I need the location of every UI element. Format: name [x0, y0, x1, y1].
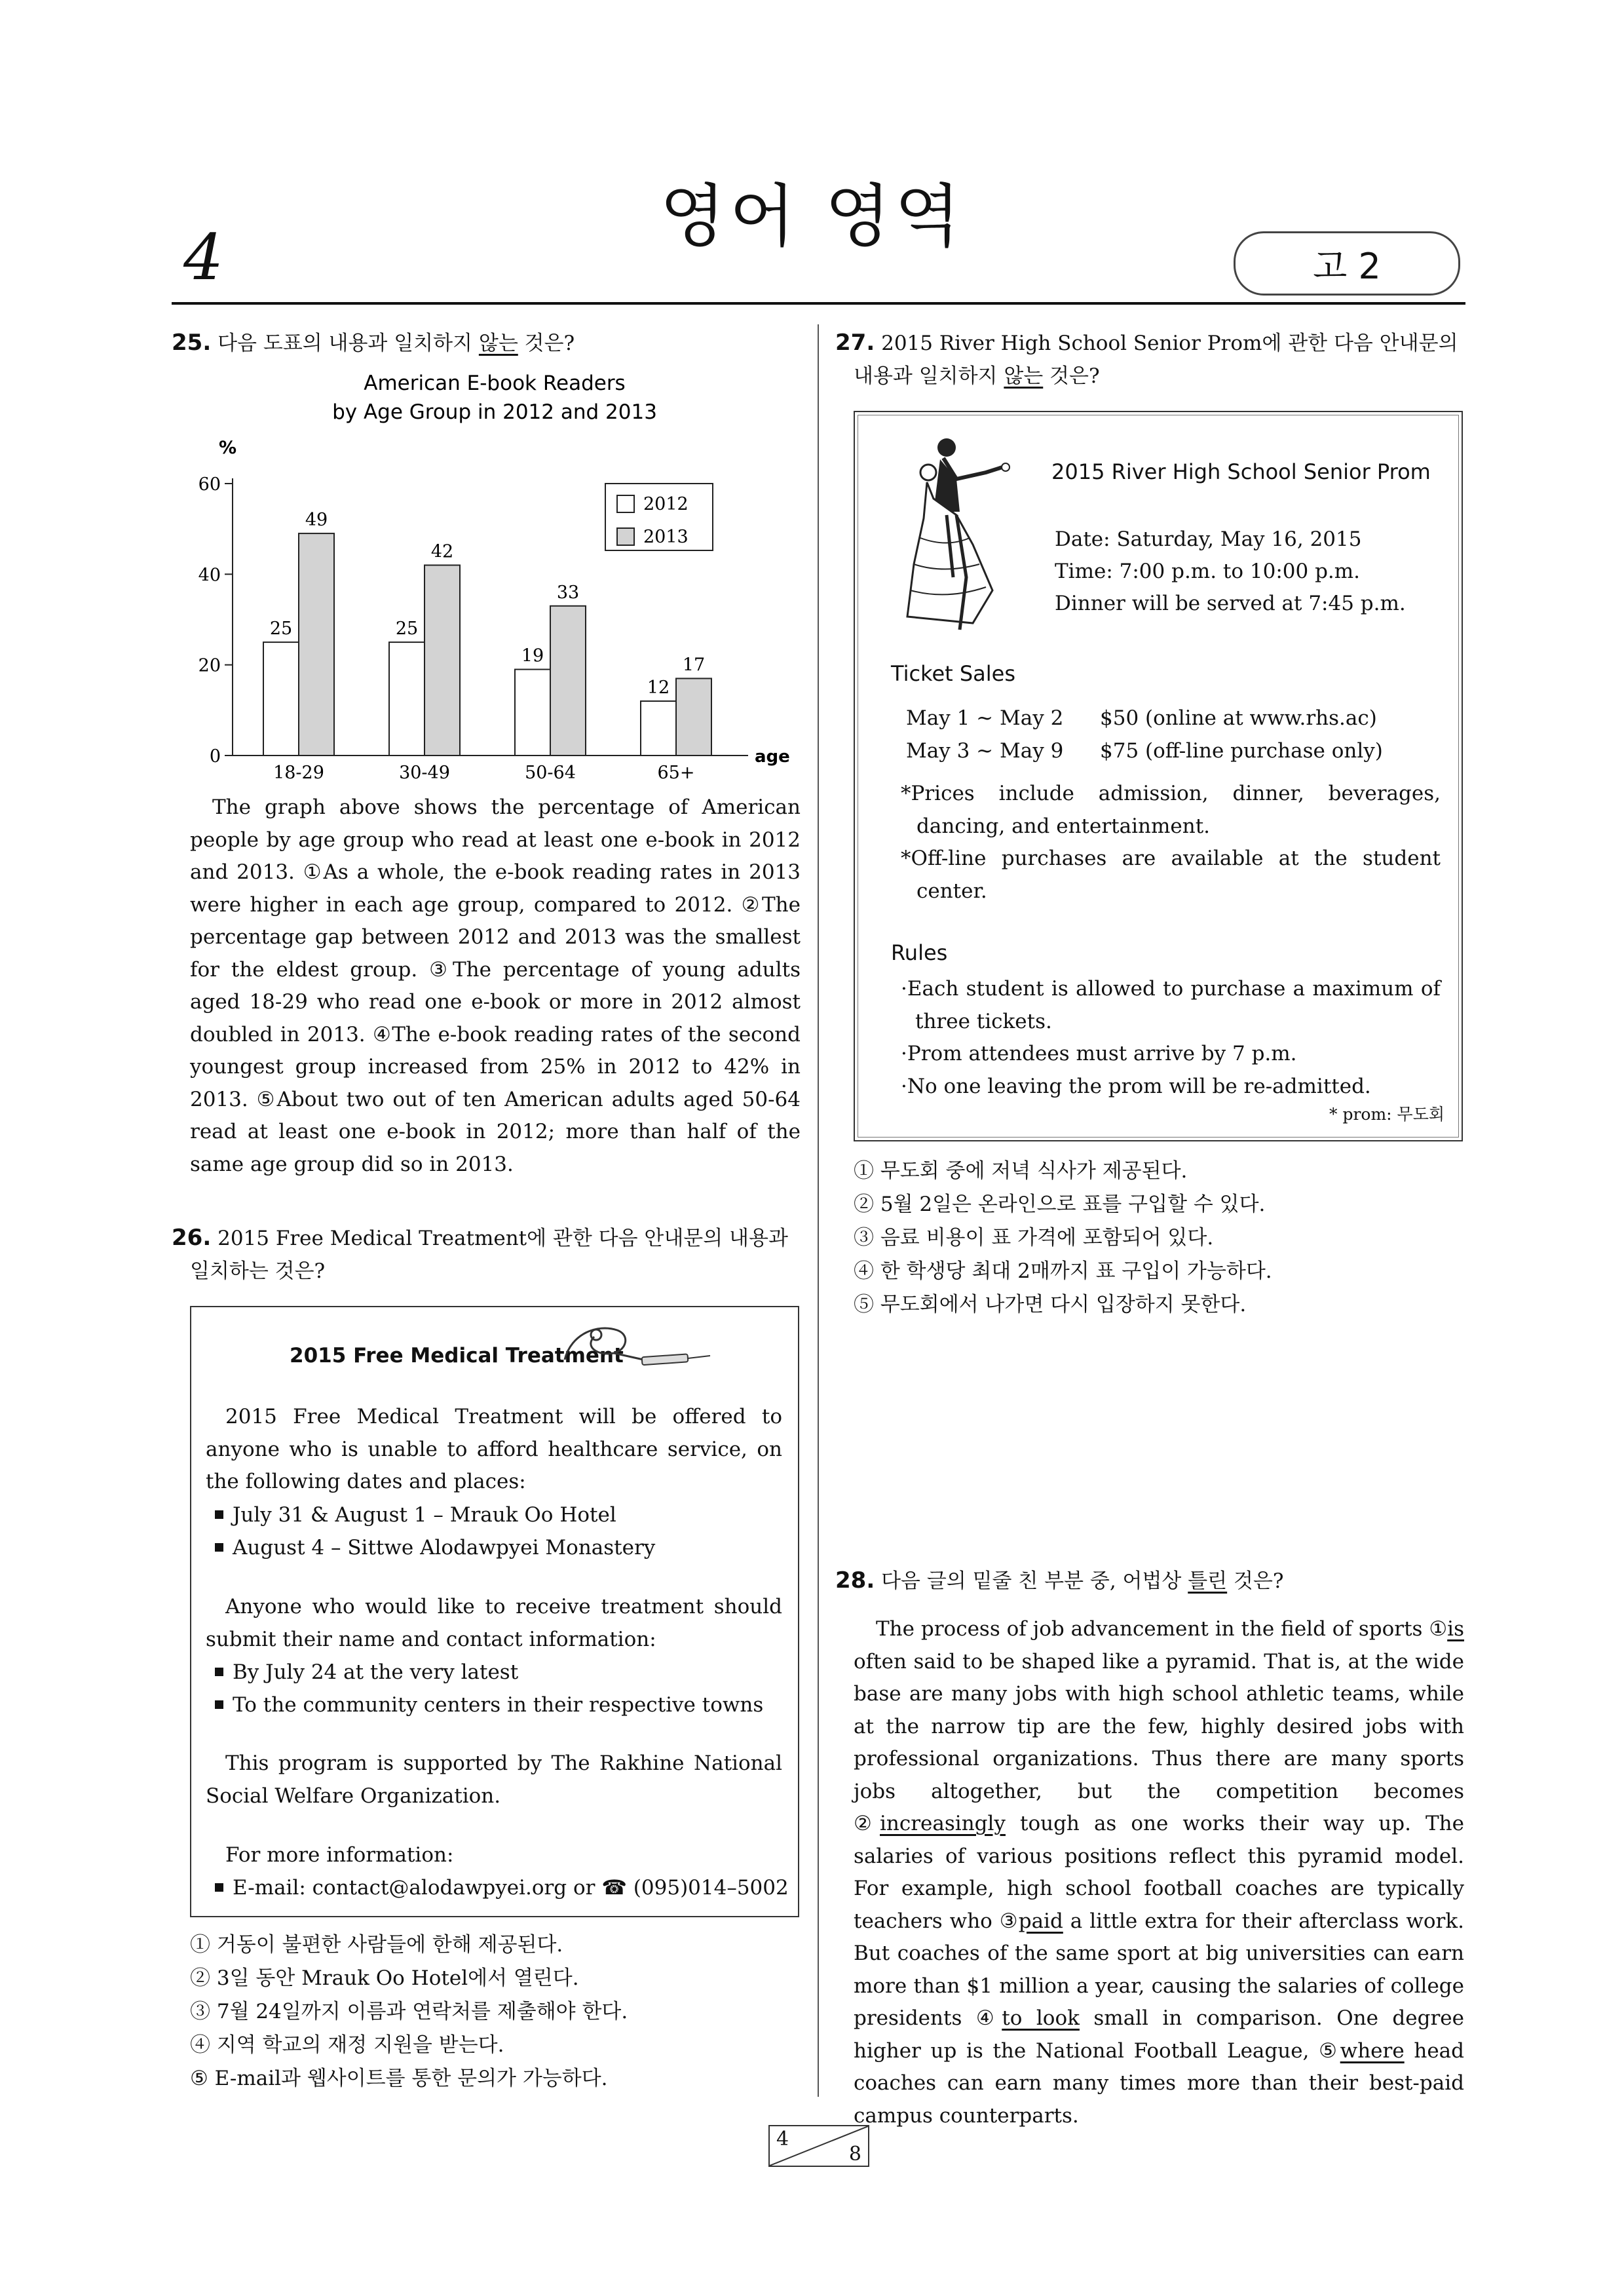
ebook-readers-chart: [172, 359, 814, 792]
answer-option[interactable]: ① 거동이 불편한 사람들에 한해 제공된다.: [190, 1933, 563, 1957]
answer-option[interactable]: ① 무도회 중에 저녁 식사가 제공된다.: [854, 1159, 1188, 1183]
rule-item: ·Prom attendees must arrive by 7 p.m.: [901, 1042, 1297, 1065]
list-item: [215, 1656, 778, 1689]
prompt-text: 2015 River High School Senior Prom에 관한 다음 안내문의: [881, 332, 1458, 355]
question-25-prompt: [172, 326, 801, 360]
bar-2012: [641, 701, 676, 756]
list-item: [215, 1689, 778, 1722]
y-axis-label: %: [219, 438, 237, 458]
x-tick-label: 50-64: [525, 763, 576, 783]
prom-date: Date: Saturday, May 16, 2015: [1055, 527, 1362, 551]
header-rule: [172, 302, 1465, 305]
notice-support: This program is supported by The Rakhine National Social Welfare Organization.: [206, 1751, 782, 1808]
answer-option[interactable]: ④ 지역 학교의 재정 지원을 받는다.: [190, 2033, 504, 2057]
underlined-phrase: is: [1447, 1617, 1464, 1641]
answer-option[interactable]: ⑤ E-mail과 웹사이트를 통한 문의가 가능하다.: [190, 2067, 608, 2090]
bullet-icon: [215, 1668, 223, 1676]
bar-2013: [299, 533, 334, 756]
chart-subtitle: by Age Group in 2012 and 2013: [332, 400, 657, 424]
prompt-underline: 않는: [478, 332, 518, 355]
data-label: 49: [305, 510, 328, 531]
bar-2013: [425, 565, 460, 756]
data-label: 12: [647, 678, 670, 698]
prompt-text: 것은?: [1227, 1569, 1284, 1593]
x-tick-label: 18-29: [273, 763, 324, 783]
passage-text: The process of job advancement in the field of sports ①: [876, 1617, 1448, 1641]
question-27-prompt: [835, 326, 1464, 392]
footnote: * prom: 무도회: [1329, 1105, 1445, 1124]
page-indicator: [768, 2125, 869, 2167]
prom-details: [1055, 524, 1448, 620]
bar-2013: [676, 678, 711, 756]
data-label: 19: [521, 645, 544, 666]
ticket-table: [906, 702, 1443, 767]
bar-2012: [389, 642, 425, 756]
prompt-text: 2015 Free Medical Treatment에 관한 다음 안내문의 내용과: [217, 1227, 788, 1250]
ticket-row: [906, 735, 1443, 768]
passage-text: small in comparison. One degree higher up is the National Football League, ⑤: [854, 2006, 1464, 2063]
data-label: 25: [395, 619, 419, 640]
prompt-text: 일치하는 것은?: [190, 1259, 326, 1283]
stethoscope-icon: [558, 1320, 715, 1373]
notice-submit-intro: Anyone who would like to receive treatment should submit their name and contact information:: [206, 1595, 782, 1651]
list-item-text: To the community centers in their respective towns: [233, 1693, 764, 1717]
ticket-price: $50 (online at www.rhs.ac): [1100, 706, 1377, 730]
question-number: 26.: [172, 1225, 212, 1251]
prom-notice-box: [854, 411, 1463, 1141]
answer-option[interactable]: ③ 음료 비용이 표 가격에 포함되어 있다.: [854, 1226, 1214, 1250]
prompt-text: 내용과 일치하지: [854, 364, 1004, 388]
page-number: 4: [183, 221, 224, 294]
notice-title: 2015 River High School Senior Prom: [1051, 459, 1431, 484]
bar-2012: [515, 670, 550, 756]
list-item-text: July 31 & August 1 – Mrauk Oo Hotel: [233, 1503, 616, 1527]
chart-title: American E-book Readers: [364, 372, 626, 395]
prompt-text: 다음 글의 밑줄 친 부분 중, 어법상: [881, 1569, 1188, 1593]
list-item: [215, 1499, 778, 1532]
question-28-prompt: [835, 1564, 1464, 1598]
answer-option[interactable]: ③ 7월 24일까지 이름과 연락처를 제출해야 한다.: [190, 2000, 628, 2023]
bullet-icon: [215, 1510, 223, 1519]
medical-notice-box: [190, 1306, 799, 1917]
page-title: 영어 영역: [660, 176, 964, 256]
question-25-paragraph: The graph above shows the percentage of American people by age group who read at least one e-book in 2012 and 2013. ①As a whole, the e-book reading rates in 2013 were higher in each age group, compared to 2012. ②The percentage gap between 2012 and 2013 was the smallest for the eldest group. ③The percentage of young adults aged 18-29 who read one e-book or more in 2012 almost doubled in 2013. ④The e-book reading rates of the second youngest group increased from 25% in 2012 to 42% in 2013. ⑤About two out of ten American adults aged 50-64 read at least one e-book in 2012; more than half of the same age group did so in 2013.: [190, 795, 801, 1176]
total-pages: 8: [848, 2143, 861, 2166]
current-page: 4: [776, 2128, 789, 2151]
question-26-options: [190, 1928, 628, 2095]
bullet-icon: [215, 1700, 223, 1709]
y-tick-label: 60: [198, 474, 221, 495]
list-item-text: By July 24 at the very latest: [233, 1660, 519, 1684]
column-divider: [818, 324, 819, 2097]
y-tick-label: 40: [198, 565, 221, 586]
rule-item: ·No one leaving the prom will be re-admitted.: [901, 1074, 1371, 1098]
ticket-note: *Off-line purchases are available at the student center.: [901, 847, 1441, 903]
underlined-phrase: increasingly: [880, 1812, 1006, 1835]
contact-text: E-mail: contact@alodawpyei.org or ☎ (095)014–5002: [233, 1876, 789, 1900]
notice-dates-list: [215, 1499, 778, 1564]
ticket-notes: [901, 778, 1441, 908]
prom-dinner: Dinner will be served at 7:45 p.m.: [1055, 592, 1406, 615]
grade-badge: 고 2: [1234, 231, 1460, 296]
bullet-icon: [215, 1543, 223, 1552]
x-axis-label: age: [755, 747, 790, 767]
passage-text: often said to be shaped like a pyramid. That is, at the wide base are many jobs with high school athletic teams, while at the narrow tip are the few, highly desired jobs with professional organizations. Thus there are many sports jobs altogether, but the competition becomes ②: [854, 1649, 1464, 1835]
answer-option[interactable]: ⑤ 무도회에서 나가면 다시 입장하지 못한다.: [854, 1293, 1247, 1316]
ticket-note: *Prices include admission, dinner, beverages, dancing, and entertainment.: [901, 782, 1441, 838]
ticket-heading: Ticket Sales: [891, 661, 1016, 686]
rule-text: Each student is allowed to purchase a maximum of three tickets.: [907, 977, 1441, 1033]
legend-label: 2012: [643, 494, 689, 514]
ticket-row: [906, 702, 1443, 735]
prom-time: Time: 7:00 p.m. to 10:00 p.m.: [1055, 560, 1361, 583]
rule-text: Prom attendees must arrive by 7 p.m.: [907, 1042, 1297, 1065]
note-text: Prices include admission, dinner, beverages, dancing, and entertainment.: [911, 782, 1441, 838]
y-tick-label: 0: [209, 746, 221, 767]
notice-intro: 2015 Free Medical Treatment will be offered to anyone who is unable to afford healthcare service, on the following dates and places:: [206, 1405, 782, 1493]
answer-option[interactable]: ② 5월 2일은 온라인으로 표를 구입할 수 있다.: [854, 1193, 1266, 1216]
underlined-phrase: where: [1340, 2038, 1405, 2063]
question-number: 28.: [835, 1567, 875, 1594]
prompt-text: 것은?: [1043, 364, 1100, 388]
answer-option[interactable]: ② 3일 동안 Mrauk Oo Hotel에서 열린다.: [190, 1966, 579, 1990]
question-number: 27.: [835, 330, 875, 356]
notice-submit-list: [215, 1656, 778, 1721]
legend-swatch: [617, 528, 634, 545]
note-text: Off-line purchases are available at the student center.: [911, 847, 1441, 903]
x-tick-label: 30-49: [399, 763, 450, 783]
ticket-price: $75 (off-line purchase only): [1100, 738, 1383, 763]
underlined-phrase: to look: [1002, 2006, 1080, 2030]
notice-title: 2015 Free Medical Treatment: [290, 1344, 624, 1368]
ticket-period: May 1 ~ May 2: [906, 706, 1064, 730]
bullet-icon: [215, 1883, 223, 1892]
prompt-underline: 않는: [1004, 364, 1044, 388]
answer-option[interactable]: ④ 한 학생당 최대 2매까지 표 구입이 가능하다.: [854, 1259, 1272, 1283]
rules-heading: Rules: [891, 940, 948, 965]
ticket-period: May 3 ~ May 9: [906, 738, 1064, 763]
bar-2012: [263, 642, 299, 756]
y-tick-label: 20: [198, 655, 221, 676]
data-label: 33: [556, 582, 580, 603]
prompt-underline: 틀린: [1188, 1569, 1228, 1593]
question-number: 25.: [172, 330, 212, 356]
dancing-couple-icon: [894, 433, 1025, 643]
rules-list: [901, 973, 1441, 1103]
question-27-options: [854, 1155, 1272, 1322]
list-item: [215, 1532, 778, 1565]
question-26-prompt: [172, 1221, 801, 1288]
data-label: 17: [682, 655, 706, 676]
underlined-phrase: paid: [1018, 1909, 1063, 1933]
rule-item: ·Each student is allowed to purchase a maximum of three tickets.: [901, 977, 1441, 1033]
passage-text: a little extra for their afterclass work. But coaches of the same sport at big universities can earn more than $1 million a year, causing the salaries of college presidents ④: [854, 1909, 1464, 2030]
prompt-text: 다음 도표의 내용과 일치하지: [217, 332, 479, 355]
bar-2013: [550, 606, 586, 756]
x-tick-label: 65+: [657, 763, 695, 783]
passage-text: tough as one works their way up. The salaries of various positions reflect this pyramid model. For example, high school football coaches are typically teachers who ③: [854, 1812, 1464, 1933]
legend-swatch: [617, 495, 634, 512]
rule-text: No one leaving the prom will be re-admitted.: [907, 1074, 1371, 1098]
data-label: 25: [269, 619, 293, 640]
legend-label: 2013: [643, 527, 689, 547]
passage-text: head coaches can earn many times more than their best-paid campus counterparts.: [854, 2038, 1464, 2128]
question-28-passage: [854, 1613, 1464, 2132]
notice-more-info: For more information:: [225, 1843, 454, 1867]
prompt-text: 것은?: [518, 332, 575, 355]
data-label: 42: [430, 541, 454, 562]
list-item-text: August 4 – Sittwe Alodawpyei Monastery: [233, 1535, 656, 1559]
notice-contact: [215, 1872, 791, 1905]
